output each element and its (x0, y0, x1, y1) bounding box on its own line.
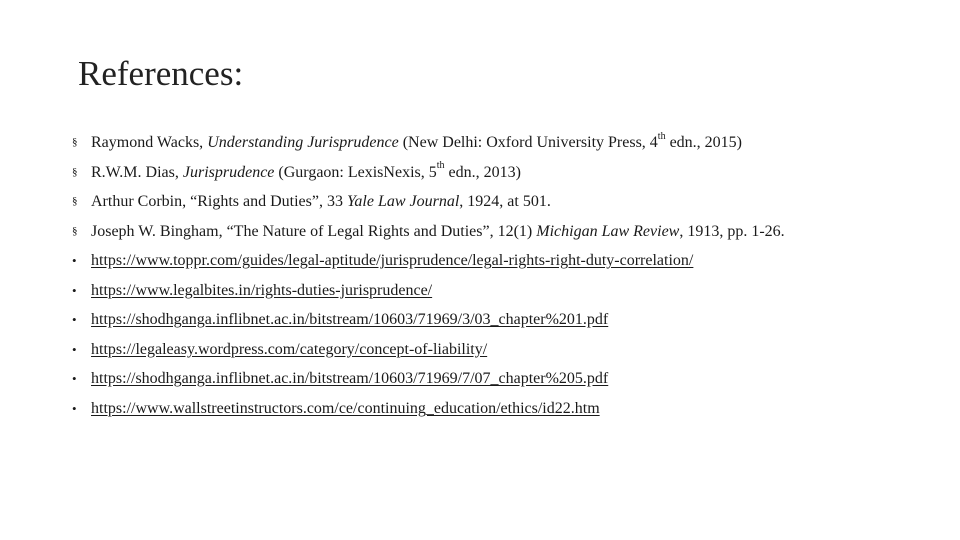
reference-author: Joseph W. Bingham, “The Nature of Legal Rights and Duties”, 12(1) (91, 222, 537, 240)
link-item (72, 364, 952, 394)
reference-text (91, 128, 742, 158)
reference-link[interactable]: https://shodhganga.inflibnet.ac.in/bitstream/10603/71969/7/07_chapter%205.pdf (91, 370, 609, 387)
reference-work-title: Michigan Law Review (536, 222, 680, 240)
slide-title: References: (78, 54, 244, 93)
reference-superscript: th (436, 160, 445, 172)
reference-item (72, 128, 952, 158)
dot-bullet-icon: • (72, 400, 77, 416)
reference-link[interactable]: https://shodhganga.inflibnet.ac.in/bitstream/10603/71969/3/03_chapter%201.pdf (91, 311, 609, 328)
reference-link[interactable]: https://www.toppr.com/guides/legal-aptitude/jurisprudence/legal-rights-right-duty-correlation/ (91, 252, 694, 269)
dot-bullet-icon: • (72, 341, 77, 357)
reference-author: R.W.M. Dias, (91, 163, 183, 181)
reference-work-title: Jurisprudence (182, 163, 275, 181)
dot-bullet-icon: • (72, 282, 77, 298)
reference-item (72, 158, 952, 188)
dot-bullet-icon: • (72, 371, 77, 386)
reference-author: Raymond Wacks, (91, 134, 208, 151)
reference-citation: , 1913, pp. 1-26. (679, 222, 785, 240)
reference-superscript: th (657, 130, 666, 142)
reference-link[interactable]: https://legaleasy.wordpress.com/category/concept-of-liability/ (91, 340, 488, 358)
section-bullet-icon: § (72, 195, 78, 207)
reference-edition: edn., 2013) (444, 163, 521, 181)
link-item (72, 305, 952, 335)
reference-work-title: Yale Law Journal (346, 193, 460, 210)
reference-publication: (Gurgaon: LexisNexis, 5 (274, 163, 437, 181)
reference-text (91, 217, 785, 247)
section-bullet-icon: § (72, 136, 78, 148)
section-bullet-icon: § (72, 224, 78, 237)
link-item (72, 335, 952, 365)
reference-work-title: Understanding Jurisprudence (207, 134, 399, 151)
reference-item (72, 217, 952, 247)
link-item (72, 246, 952, 276)
reference-edition: edn., 2015) (665, 134, 743, 151)
reference-text (91, 158, 521, 188)
reference-link[interactable]: https://www.legalbites.in/rights-duties-jurisprudence/ (91, 281, 433, 299)
reference-citation: , 1924, at 501. (459, 193, 551, 210)
dot-bullet-icon: • (72, 253, 77, 268)
reference-item (72, 187, 952, 217)
references-list (72, 128, 952, 423)
dot-bullet-icon: • (72, 312, 77, 327)
section-bullet-icon: § (72, 165, 78, 178)
link-item (72, 276, 952, 306)
reference-author: Arthur Corbin, “Rights and Duties”, 33 (91, 193, 347, 210)
reference-text (91, 187, 551, 217)
link-item (72, 394, 952, 424)
reference-link[interactable]: https://www.wallstreetinstructors.com/ce/continuing_education/ethics/id22.htm (91, 399, 600, 417)
reference-publication: (New Delhi: Oxford University Press, 4 (398, 134, 658, 151)
